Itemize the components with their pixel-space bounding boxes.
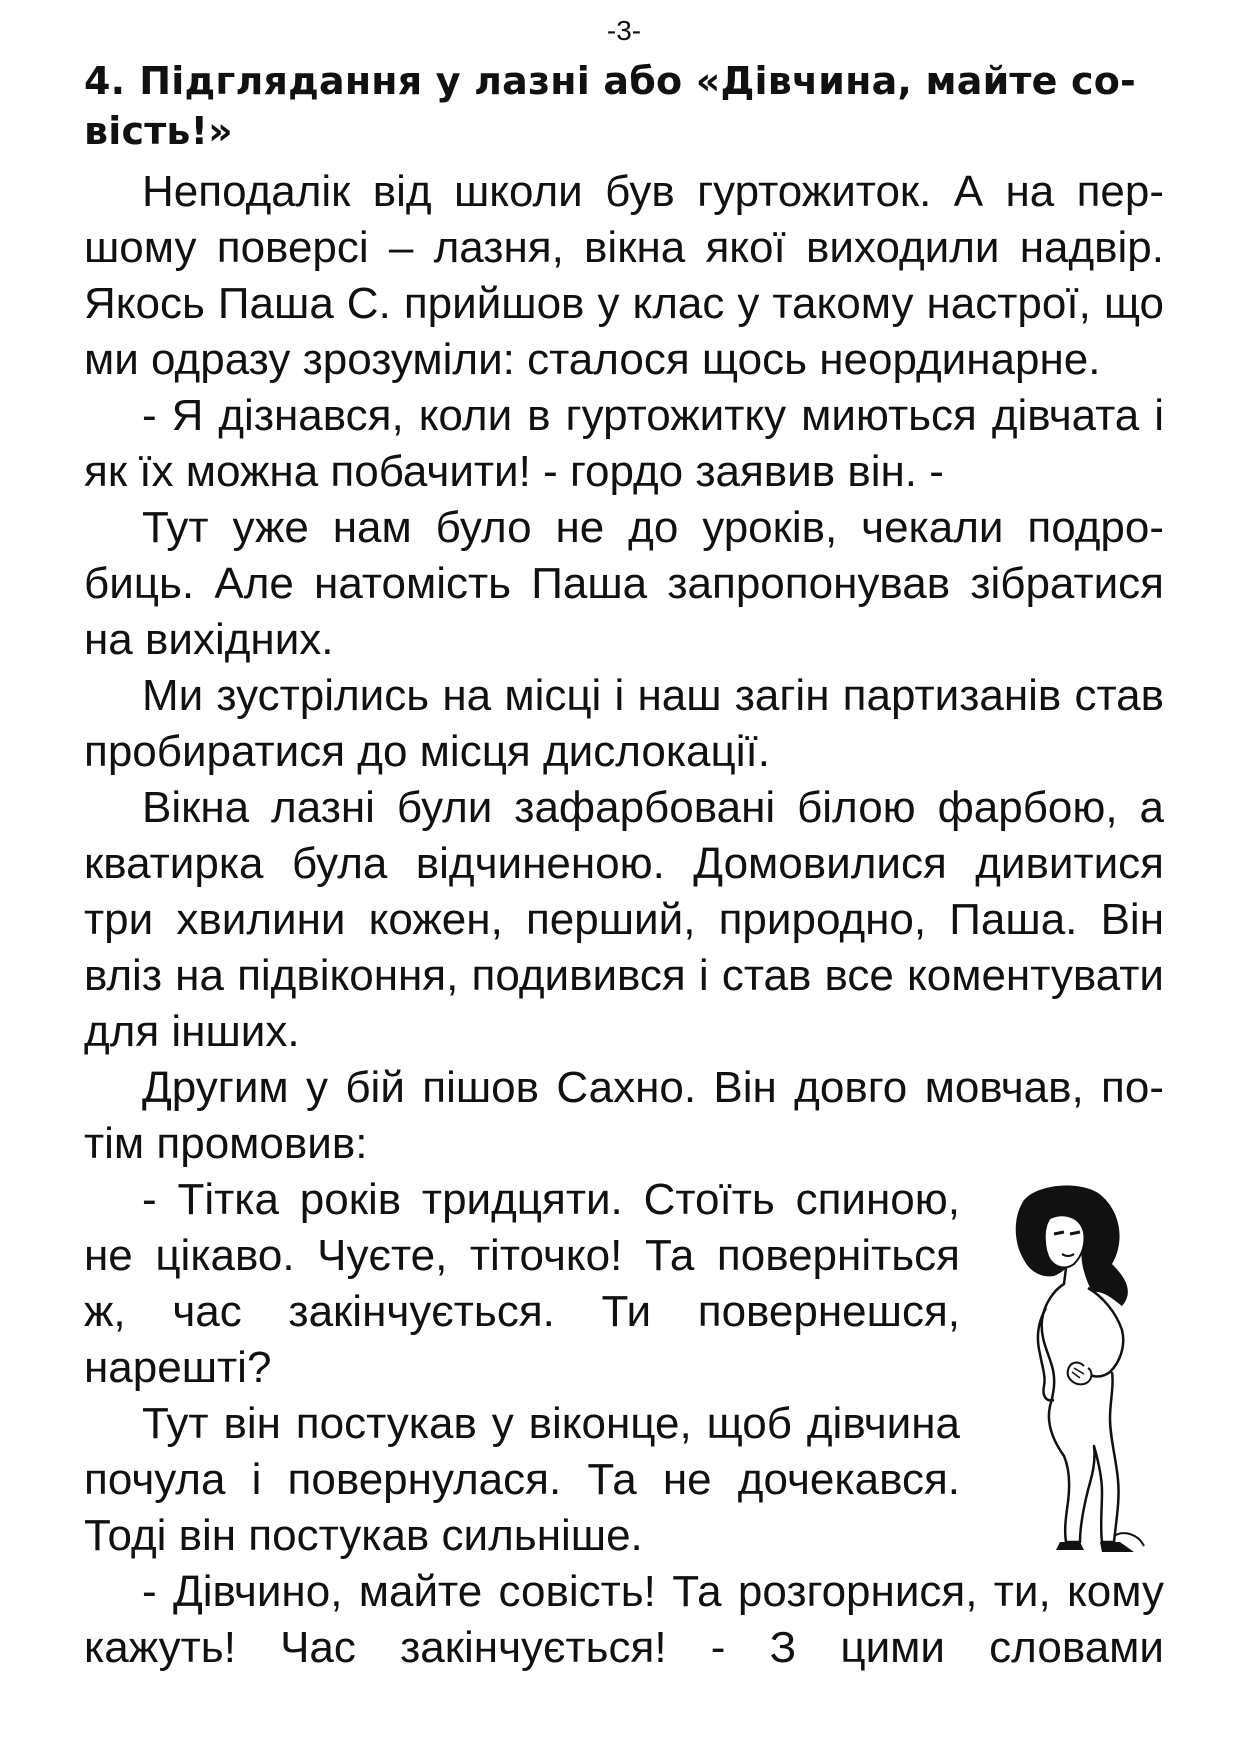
woman-cartoon-illustration <box>984 1180 1184 1560</box>
paragraph-6: Другим у бій пішов Сахно. Він довго мовчав, потім промовив: <box>84 1063 1164 1168</box>
paragraph-5: Вікна лазні були зафарбовані білою фарбою, а кватирка була відчиненою. Домовилися дивитися три хвилини кожен, перший, природно, Паша. Він вліз на підвіконня, подивився і став все коментувати для інших. <box>84 783 1164 1056</box>
page-number: -3- <box>606 15 642 46</box>
section-title-part-1: Підглядання у лазні або «Дівчина, майте со- <box>139 59 1137 103</box>
paragraph-3: Тут уже нам було не до уроків, чекали подробиць. Але натомість Паша запропонував зібратися на вихідних. <box>84 503 1164 664</box>
paragraph-8: Тут він постукав у віконце, щоб дівчина почула і повернулася. Та не дочекався. Тоді він постукав сильніше. <box>84 1399 960 1560</box>
paragraph-1: Неподалік від школи був гуртожиток. А на першому поверсі – лазня, вікна якої виходили надвір. Якось Паша С. прийшов у клас у такому настрої, що ми одразу зрозуміли: сталося щось неординарне. <box>84 167 1164 384</box>
woman-figure-drawing <box>984 1180 1184 1560</box>
paragraph-7: - Тітка років тридцяти. Стоїть спиною, не цікаво. Чуєте, тіточко! Та поверніться ж, час закінчується. Ти повернешся, нарешті? <box>84 1175 960 1392</box>
paragraph-9: - Дівчино, майте совість! Та розгорнися, ти, кому кажуть! Час закінчується! - З цими словами <box>84 1567 1164 1672</box>
paragraph-4: Ми зустрілись на місці і наш загін партизанів став пробиратися до місця дислокації. <box>84 671 1164 776</box>
section-title-part-2: вість!» <box>84 109 233 153</box>
section-heading <box>84 56 1164 156</box>
paragraph-2: - Я дізнався, коли в гуртожитку миються дівчата і як їх можна побачити! - гордо заявив він. - <box>84 391 1164 496</box>
section-heading-line-1 <box>84 56 1164 106</box>
document-page <box>84 14 1164 1676</box>
section-number: 4. <box>84 59 126 103</box>
